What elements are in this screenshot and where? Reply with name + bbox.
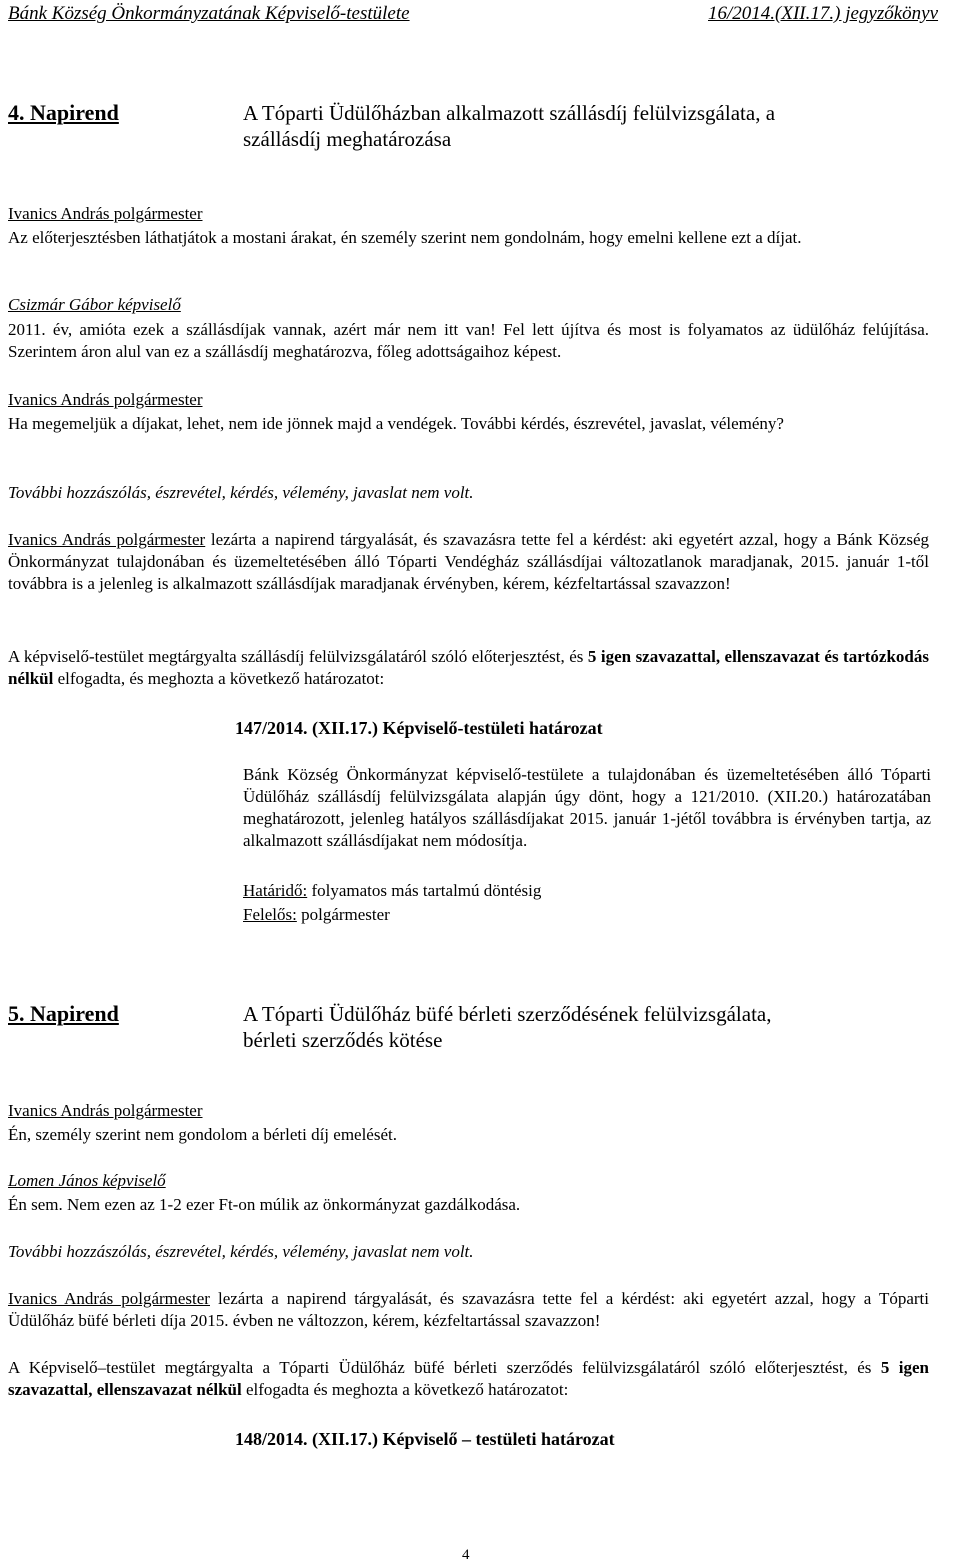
- no-further-comments: További hozzászólás, észrevétel, kérdés, vélemény, javaslat nem volt.: [8, 1242, 474, 1261]
- agenda-item-4-title: [243, 100, 883, 152]
- vote-result: 5 igen szavazattal, ellenszavazat nélkül: [8, 1358, 929, 1399]
- deadline: [243, 881, 541, 901]
- vote-result: 5 igen szavazattal, ellenszavazat és tartózkodás nélkül: [8, 647, 929, 688]
- closing-text: lezárta a napirend tárgyalását, és szavazásra tette fel a kérdést: aki egyetért azzal, hogy a Tóparti Üdülőház büfé bérleti díja 2015. évben ne változzon, kérem, kézfeltartással szavazzon!: [8, 1289, 930, 1330]
- speaker-name: Ivanics András polgármester: [8, 204, 203, 223]
- vote-text: A Képviselő–testület megtárgyalta a Tóparti Üdülőház büfé bérleti szerződés felülvizsgálatáról szóló előterjesztést, és: [8, 1358, 881, 1377]
- responsible-label: Felelős:: [243, 905, 297, 924]
- closing-paragraph: [8, 529, 929, 595]
- no-further-comments: További hozzászólás, észrevétel, kérdés, vélemény, javaslat nem volt.: [8, 483, 474, 502]
- agenda-item-5-label: 5. Napirend: [8, 1001, 119, 1026]
- agenda-item-5-title-line1: A Tóparti Üdülőház büfé bérleti szerződésének felülvizsgálata,: [243, 1002, 772, 1026]
- resolution-number: 148/2014. (XII.17.) Képviselő – testületi határozat: [235, 1429, 615, 1449]
- header-title: Bánk Község Önkormányzatának Képviselő-testülete: [8, 3, 410, 24]
- responsible-value: polgármester: [296, 905, 390, 924]
- vote-paragraph: [8, 1357, 929, 1401]
- speech-text: 2011. év, amióta ezek a szállásdíjak vannak, azért már nem itt van! Fel lett újítva és most is folyamatos az üdülőház felújítása. Szerintem áron alul van ez a szállásdíj meghatározva, főleg adottságaihoz képest.: [8, 320, 929, 361]
- speaker-name: Ivanics András polgármester: [8, 1289, 210, 1308]
- agenda-item-5-title-line2: bérleti szerződés kötése: [243, 1028, 443, 1052]
- resolution-text: Bánk Község Önkormányzat képviselő-testülete a tulajdonában és üzemeltetésében álló Tóparti Üdülőház szállásdíj felülvizsgálata alapján úgy dönt, hogy a 121/2010. (XII.20.) határozatában meghatározott, jelenleg hatályos szállásdíjakat 2015. január 1-jétől továbbra is érvényben tartja, az alkalmazott szállásdíjakat nem módosítja.: [243, 765, 931, 850]
- agenda-item-4-label: 4. Napirend: [8, 100, 119, 125]
- header-minutes-id: 16/2014.(XII.17.) jegyzőkönyv: [708, 3, 939, 24]
- speaker-name: Csizmár Gábor képviselő: [8, 295, 181, 314]
- page-number: 4: [462, 1547, 470, 1563]
- deadline-label: Határidő:: [243, 881, 308, 900]
- responsible: [243, 905, 390, 925]
- closing-paragraph: [8, 1288, 929, 1332]
- speaker-name: Ivanics András polgármester: [8, 390, 203, 409]
- speech-text: Én, személy szerint nem gondolom a bérleti díj emelését.: [8, 1125, 397, 1144]
- vote-text: A képviselő-testület megtárgyalta szállásdíj felülvizsgálatáról szóló előterjesztést, és: [8, 647, 588, 666]
- closing-text: lezárta a napirend tárgyalását, és szavazásra tette fel a kérdést: aki egyetért azzal, hogy a Bánk Község Önkormányzat tulajdonában és üzemeltetésében álló Tóparti Vendégház szállásdíjai változatlanok maradjanak, 2015. január 1-től továbbra is a jelenleg is alkalmazott szállásdíjak maradjanak érvényben, kérem, kézfeltartással szavazzon!: [8, 530, 929, 593]
- speech-text: Az előterjesztésben láthatjátok a mostani árakat, én személy szerint nem gondolnám, hogy emelni kellene ezt a díjat.: [8, 228, 802, 247]
- speech-text: Én sem. Nem ezen az 1-2 ezer Ft-on múlik az önkormányzat gazdálkodása.: [8, 1195, 521, 1214]
- vote-paragraph: [8, 646, 929, 690]
- speaker-name: Lomen János képviselő: [8, 1171, 166, 1190]
- agenda-item-4-title-line1: A Tóparti Üdülőházban alkalmazott szállásdíj felülvizsgálata, a: [243, 101, 776, 125]
- agenda-item-5-title: [243, 1001, 883, 1053]
- vote-text-end: elfogadta és meghozta a következő határozatot:: [241, 1380, 569, 1399]
- speaker-name: Ivanics András polgármester: [8, 530, 206, 549]
- vote-text-end: elfogadta, és meghozta a következő határozatot:: [53, 669, 385, 688]
- speech-text: Ha megemeljük a díjakat, lehet, nem ide jönnek majd a vendégek. További kérdés, észrevétel, javaslat, vélemény?: [8, 414, 784, 433]
- deadline-value: folyamatos más tartalmú döntésig: [307, 881, 542, 900]
- agenda-item-4-title-line2: szállásdíj meghatározása: [243, 127, 452, 151]
- speaker-name: Ivanics András polgármester: [8, 1101, 203, 1120]
- resolution-number: 147/2014. (XII.17.) Képviselő-testületi határozat: [235, 718, 603, 738]
